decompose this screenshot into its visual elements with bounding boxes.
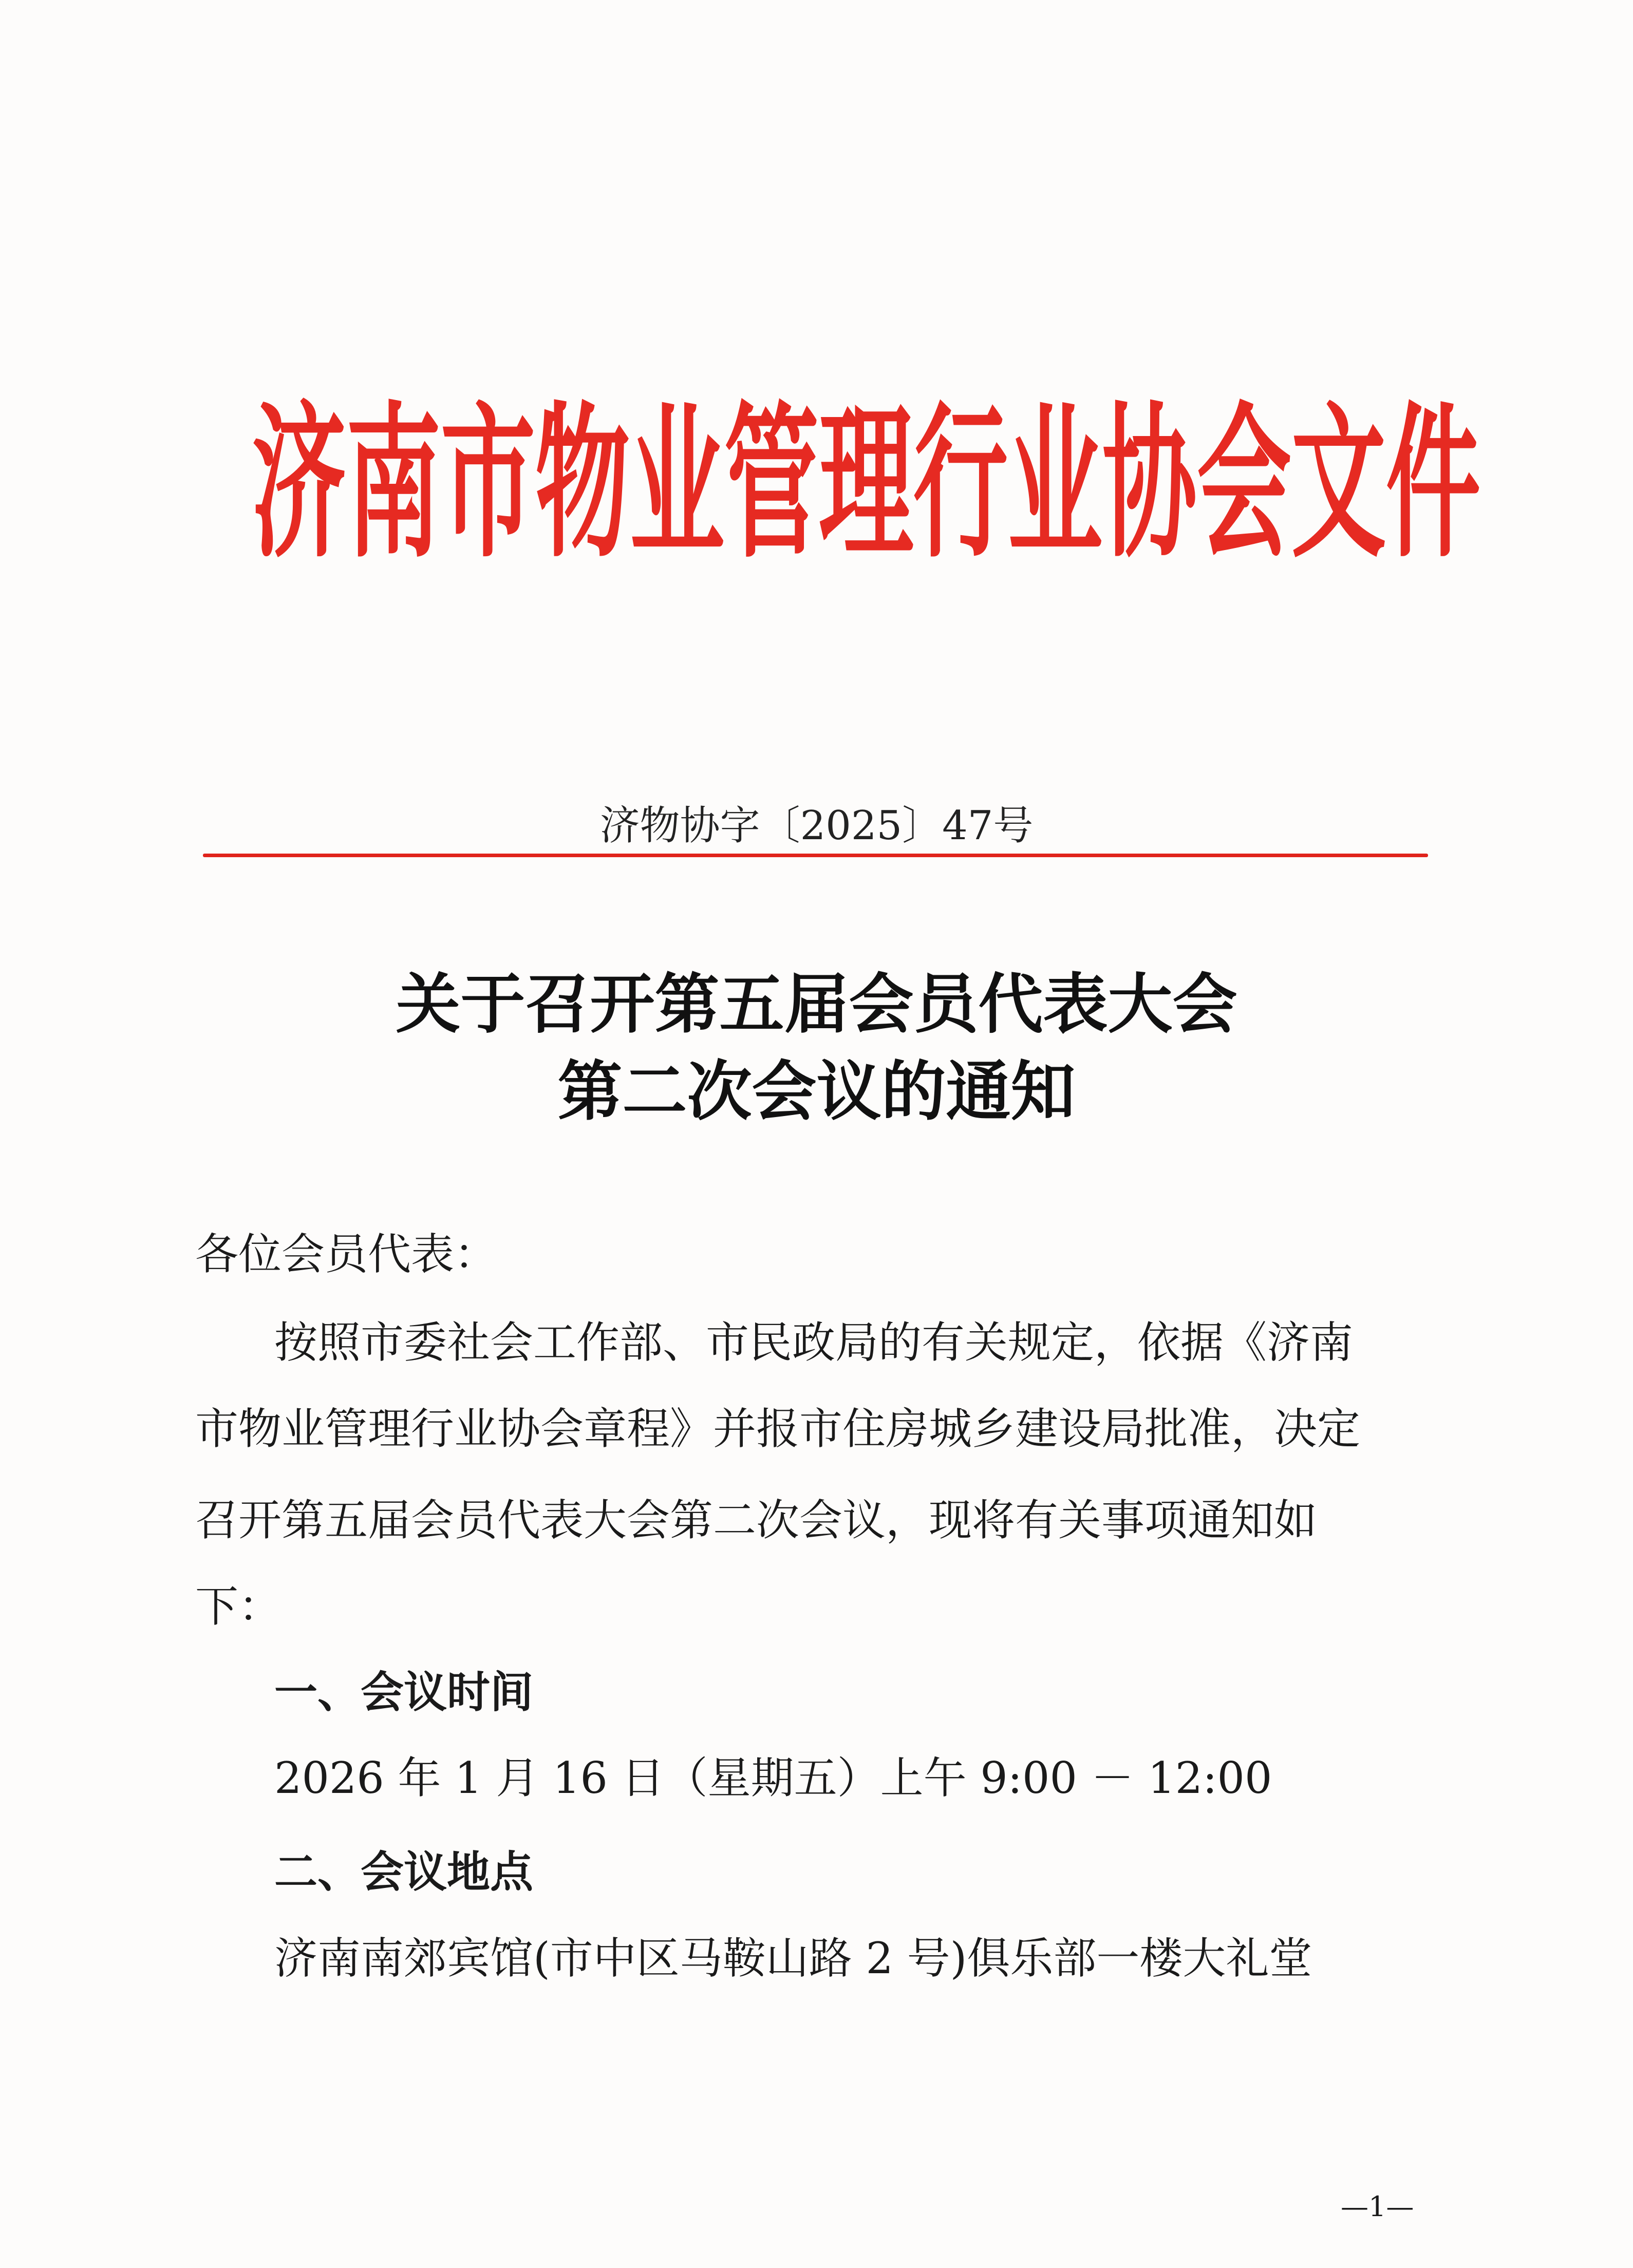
paragraph-line: 下： bbox=[195, 1581, 282, 1632]
paragraph-line: 市物业管理行业协会章程》并报市住房城乡建设局批准，决定 bbox=[195, 1404, 1361, 1454]
document-number bbox=[0, 793, 1633, 851]
document-header-title: 济南市物业管理行业协会文件 bbox=[252, 386, 1481, 580]
section-heading-location: 二、会议地点 bbox=[274, 1847, 534, 1897]
salutation: 各位会员代表： bbox=[195, 1229, 498, 1279]
page-number: —1— bbox=[1341, 2190, 1414, 2223]
notice-title-line-1: 关于召开第五届会员代表大会 bbox=[396, 966, 1237, 1042]
notice-title-line-2: 第二次会议的通知 bbox=[557, 1053, 1076, 1129]
paragraph-line: 召开第五届会员代表大会第二次会议，现将有关事项通知如 bbox=[195, 1495, 1318, 1545]
document-number-text: 济物协字〔2025〕47号 bbox=[599, 803, 1034, 849]
red-divider-line bbox=[203, 854, 1428, 857]
section-heading-time: 一、会议时间 bbox=[274, 1667, 534, 1717]
paragraph-line: 按照市委社会工作部、市民政局的有关规定，依据《济南 bbox=[274, 1317, 1354, 1368]
meeting-location: 济南南郊宾馆(市中区马鞍山路 2 号)俱乐部一楼大礼堂 bbox=[274, 1933, 1312, 1983]
meeting-time: 2026 年 1 月 16 日（星期五）上午 9:00 － 12:00 bbox=[274, 1753, 1272, 1803]
